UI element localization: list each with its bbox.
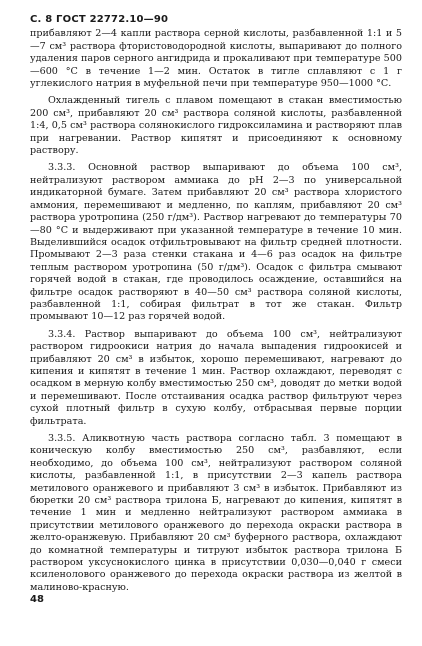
page-header: С. 8 ГОСТ 22772.10—90 [30,14,169,25]
paragraph-3-3-5: 3.3.5. Аликвотную часть раствора согласно табл. 3 помещают в коническую колбу вместимостью 250 см³, разбавляют, если необходимо, до объема 100 см³, нейтрализуют раствором соляной кислоты, разбавленной 1:1, в присутствии 2—3 капель раствора метилового оранжевого и прибавляют 3 см³ в избыток. Прибавляют из бюретки 20 см³ раствора трилона Б, нагревают до кипения, кипятят в течение 1 мин и медленно нейтрализуют раствором аммиака в присутствии метилового оранжевого до перехода окраски раствора в желто-оранжевую. Прибавляют 20 см³ буферного раствора, охлаждают до комнатной температуры и титруют избыток раствора трилона Б раствором уксуснокислого цинка в присутствии 0,030—0,040 г смеси ксиленолового оранжевого до перехода окраски раствора из желтой в малиново-красную. [30,433,402,593]
paragraph-3-3-3: 3.3.3. Основной раствор выпаривают до объема 100 см³, нейтрализуют раствором аммиака до рН 2—3 по универсальной индикаторной бумаге. Затем прибавляют 20 см³ раствора хлористого аммония, перемешивают и медленно, по каплям, прибавляют 20 см³ раствора уротропина (250 г/дм³). Раствор нагревают до температуры 70—80 °С и выдерживают при указанной температуре в течение 10 мин. Выделившийся осадок отфильтровывают на фильтр средней плотности. Промывают 2—3 раза стенки стакана и 4—6 раз осадок на фильтре теплым раствором уротропина (50 г/дм³). Осадок с фильтра смывают горячей водой в стакан, где проводилось осаждение, оставшийся на фильтре осадок растворяют в 40—50 см³ раствора соляной кислоты, разбавленной 1:1, собирая фильтрат в тот же стакан. Фильтр промывают 10—12 раз горячей водой. [30,162,402,323]
page-number: 48 [30,594,44,605]
paragraph-3-3-4: 3.3.4. Раствор выпаривают до объема 100 см³, нейтрализуют раствором гидроокиси натрия до начала выпадения гидроокисей и прибавляют 20 см³ в избыток, хорошо перемешивают, нагревают до кипения и кипятят в течение 1 мин. Раствор охлаждают, переводят с осадком в мерную колбу вместимостью 250 см³, доводят до метки водой и перемешивают. После отстаивания осадка раствор фильтруют через сухой плотный фильтр в сухую колбу, отбрасывая первые порции фильтрата. [30,328,402,427]
paragraph-crucible: Охлажденный тигель с плавом помещают в стакан вместимостью 200 см³, прибавляют 20 см³ раствора соляной кислоты, разбавленной 1:4, 0,5 см³ раствора солянокислого гидроксиламина и растворяют плав при нагревании. Раствор кипятят и присоединяют к основному раствору. [30,95,402,157]
paragraph-continuation: прибавляют 2—4 капли раствора серной кислоты, разбавленной 1:1 и 5—7 см³ раствора фтористоводородной кислоты, выпаривают до полного удаления паров серного ангидрида и прокаливают при температуре 500—600 °С в течение 1—2 мин. Остаток в тигле сплавляют с 1 г углекислого натрия в муфельной печи при температуре 950—1000 °С. [30,28,402,90]
